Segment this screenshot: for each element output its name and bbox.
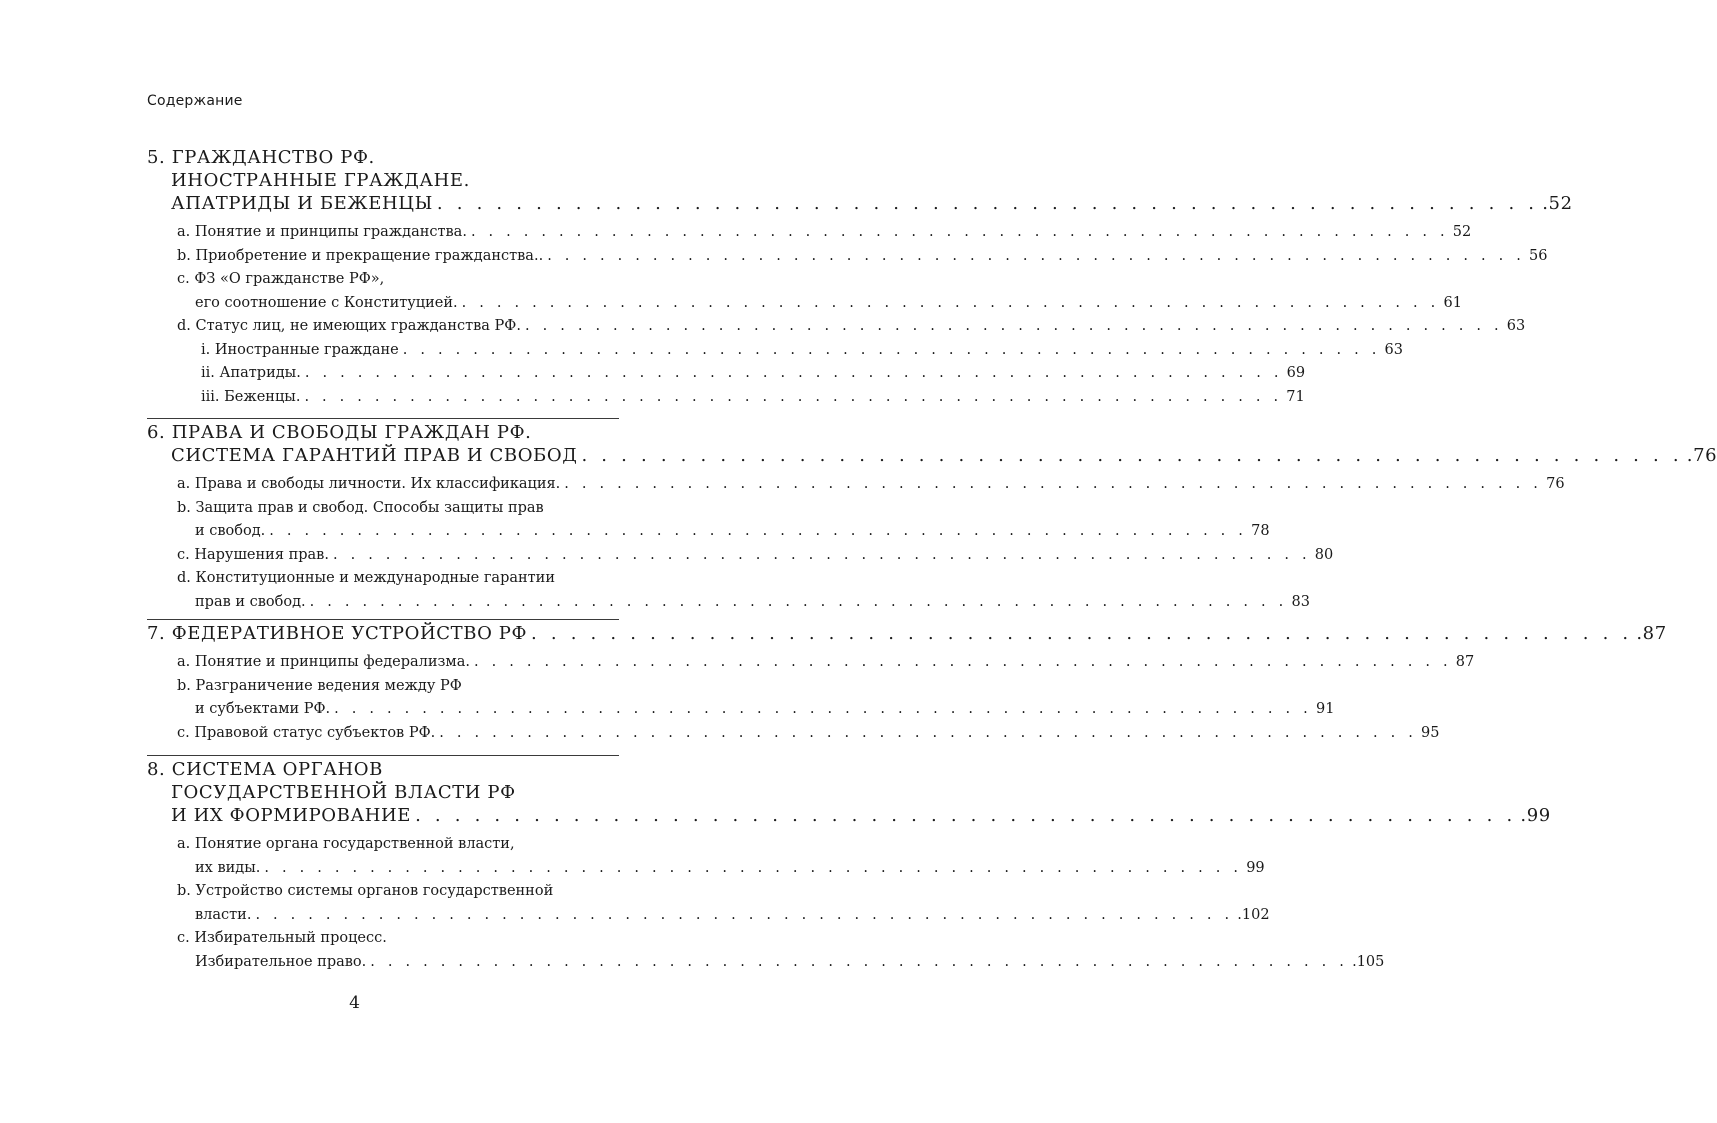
toc-leader-row — [201, 386, 1305, 410]
toc-leader-row — [177, 904, 1270, 928]
toc-leader-row — [177, 315, 1526, 339]
dot-leader: . . . . . . . . . . . . . . . . . . . . . . . . . . . . . . . . . . . . . . . . . . . . . . . . . . . . . . . . — [461, 294, 1440, 311]
toc-leader-row — [201, 362, 1306, 386]
toc-subsubitem — [147, 362, 1306, 386]
section-divider — [147, 418, 619, 419]
dot-leader: . . . . . . . . . . . . . . . . . . . . . . . . . . . . . . . . . . . . . . . . . . . . . . . . . . . . . . . . — [439, 724, 1418, 741]
toc-page-number: .102 — [1237, 906, 1270, 923]
toc-page-number: 52 — [1452, 224, 1472, 240]
dot-leader: . . . . . . . . . . . . . . . . . . . . . . . . . . . . . . . . . . . . . . . . . . . . . . . . . . . . . . . . — [309, 593, 1288, 610]
dot-leader: . . . . . . . . . . . . . . . . . . . . . . . . . . . . . . . . . . . . . . . . . . . . . . . . . . . . . . . . — [370, 953, 1349, 970]
toc-subsubitem — [147, 386, 1305, 410]
toc-section — [147, 758, 1551, 974]
toc-entry-text: его соотношение с Конституцией. — [195, 294, 458, 311]
toc-entry-text: d. Статус лиц, не имеющих гражданства РФ. — [177, 318, 521, 334]
toc-entry-text: и свобод. — [195, 523, 266, 539]
toc-leader-row — [177, 857, 1265, 881]
toc-page-number: 78 — [1251, 523, 1270, 539]
dot-leader: . . . . . . . . . . . . . . . . . . . . . . . . . . . . . . . . . . . . . . . . . . . . . . . . . . . . . . . . — [531, 623, 1633, 644]
toc-entry-text: c. Нарушения прав. — [177, 546, 329, 563]
dot-leader: . . . . . . . . . . . . . . . . . . . . . . . . . . . . . . . . . . . . . . . . . . . . . . . . . . . . . . . . — [473, 654, 1452, 670]
toc-entry-text: СИСТЕМА ГАРАНТИЙ ПРАВ И СВОБОД — [171, 445, 578, 466]
dot-leader: . . . . . . . . . . . . . . . . . . . . . . . . . . . . . . . . . . . . . . . . . . . . . . . . . . . . . . . . — [402, 341, 1381, 358]
toc-page-number: 61 — [1443, 294, 1462, 311]
toc-subitem — [147, 833, 1265, 880]
toc-page-number: 87 — [1455, 654, 1475, 670]
toc-subitem — [147, 268, 1462, 315]
toc-leader-row — [147, 804, 1551, 827]
dot-leader: . . . . . . . . . . . . . . . . . . . . . . . . . . . . . . . . . . . . . . . . . . . . . . . . . . . . . . . . — [470, 224, 1449, 240]
toc-page-number: 71 — [1286, 388, 1305, 405]
toc-section — [147, 421, 1717, 614]
dot-leader: . . . . . . . . . . . . . . . . . . . . . . . . . . . . . . . . . . . . . . . . . . . . . . . . . . . . . . . . — [564, 476, 1543, 492]
toc-entry-line: b. Устройство системы органов государственной — [177, 883, 554, 899]
toc-leader-row — [147, 622, 1667, 645]
toc-entry-line: b. Защита прав и свобод. Способы защиты прав — [177, 499, 544, 516]
toc-page-number: 63 — [1506, 318, 1526, 334]
dot-leader: . . . . . . . . . . . . . . . . . . . . . . . . . . . . . . . . . . . . . . . . . . . . . . . . . . . . . . . . — [269, 523, 1248, 539]
section-heading-line: 8. СИСТЕМА ОРГАНОВ — [147, 759, 383, 780]
dot-leader: . . . . . . . . . . . . . . . . . . . . . . . . . . . . . . . . . . . . . . . . . . . . . . . . . . . . . . . . — [304, 388, 1283, 405]
toc-subitem — [147, 497, 1270, 544]
toc-entry-text: c. Правовой статус субъектов РФ. — [177, 724, 436, 741]
toc-section — [147, 622, 1667, 745]
toc-leader-row — [147, 444, 1717, 467]
toc-section — [147, 146, 1573, 409]
toc-subitem — [147, 315, 1526, 339]
toc-entry-text: АПАТРИДЫ И БЕЖЕНЦЫ — [171, 193, 433, 214]
running-header: Содержание — [147, 93, 243, 109]
toc-entry-text: b. Приобретение и прекращение гражданства.. — [177, 247, 544, 264]
toc-leader-row — [177, 591, 1310, 615]
toc-leader-row — [177, 221, 1472, 245]
toc-entry-text: Избирательное право. — [195, 953, 367, 970]
section-heading-line: ИНОСТРАННЫЕ ГРАЖДАНЕ. — [171, 170, 470, 191]
toc-entry-text: a. Понятие и принципы федерализма. — [177, 654, 470, 670]
toc-entry-text: и субъектами РФ. — [195, 701, 331, 717]
toc-subitem — [147, 651, 1475, 675]
toc-leader-row — [201, 339, 1403, 363]
section-heading-line: 6. ПРАВА И СВОБОДЫ ГРАЖДАН РФ. — [147, 422, 532, 443]
dot-leader: . . . . . . . . . . . . . . . . . . . . . . . . . . . . . . . . . . . . . . . . . . . . . . . . . . . . . . . . — [415, 805, 1517, 826]
toc-page-number: .52 — [1542, 193, 1573, 214]
toc-entry-line: b. Разграничение ведения между РФ — [177, 677, 462, 694]
toc-page-number: 76 — [1546, 476, 1565, 492]
section-heading — [147, 421, 1717, 467]
toc-page-number: 99 — [1246, 859, 1265, 876]
dot-leader: . . . . . . . . . . . . . . . . . . . . . . . . . . . . . . . . . . . . . . . . . . . . . . . . . . . . . . . . — [334, 701, 1312, 717]
toc-entry-line: d. Конституционные и международные гарантии — [177, 570, 556, 586]
section-heading — [147, 146, 1573, 215]
dot-leader: . . . . . . . . . . . . . . . . . . . . . . . . . . . . . . . . . . . . . . . . . . . . . . . . . . . . . . . . — [332, 546, 1311, 563]
toc-page-number: 69 — [1286, 365, 1306, 381]
toc-leader-row — [147, 192, 1573, 215]
toc-entry-text: прав и свобод. — [195, 593, 306, 610]
toc-entry-text: a. Права и свободы личности. Их классификация. — [177, 476, 561, 492]
toc-leader-row — [177, 520, 1270, 544]
section-heading — [147, 622, 1667, 645]
toc-entry-text: iii. Беженцы. — [201, 388, 301, 405]
toc-entry-text: 7. ФЕДЕРАТИВНОЕ УСТРОЙСТВО РФ — [147, 623, 528, 644]
toc-entry-line: c. Избирательный процесс. — [177, 930, 387, 946]
toc-entry-text: И ИХ ФОРМИРОВАНИЕ — [171, 805, 412, 826]
toc-page-number: 80 — [1314, 546, 1334, 563]
toc-page-number: .105 — [1352, 953, 1385, 970]
section-heading-line: ГОСУДАРСТВЕННОЙ ВЛАСТИ РФ — [171, 782, 516, 803]
toc-subitem — [147, 544, 1334, 568]
toc-subitem — [147, 245, 1548, 269]
toc-entry-text: i. Иностранные граждане — [201, 341, 399, 358]
toc-subitem — [147, 880, 1270, 927]
section-divider — [147, 755, 619, 756]
dot-leader: . . . . . . . . . . . . . . . . . . . . . . . . . . . . . . . . . . . . . . . . . . . . . . . . . . . . . . . . — [547, 247, 1526, 264]
toc-page-number: .87 — [1636, 623, 1667, 644]
toc-entry-line: c. ФЗ «О гражданстве РФ», — [177, 271, 385, 287]
toc-leader-row — [177, 722, 1440, 746]
dot-leader: . . . . . . . . . . . . . . . . . . . . . . . . . . . . . . . . . . . . . . . . . . . . . . . . . . . . . . . . — [304, 365, 1283, 381]
toc-page-number: 91 — [1315, 701, 1335, 717]
toc-leader-row — [177, 544, 1334, 568]
toc-entry-text: ii. Апатриды. — [201, 365, 301, 381]
dot-leader: . . . . . . . . . . . . . . . . . . . . . . . . . . . . . . . . . . . . . . . . . . . . . . . . . . . . . . . . — [436, 193, 1539, 214]
toc-page-number: .76 — [1686, 445, 1717, 466]
section-heading-line: 5. ГРАЖДАНСТВО РФ. — [147, 147, 375, 168]
toc-page-number: 63 — [1384, 341, 1403, 358]
toc-page-number: 95 — [1421, 724, 1440, 741]
toc-entry-text: a. Понятие и принципы гражданства. — [177, 224, 467, 240]
toc-subitem — [147, 675, 1335, 722]
toc-subitem — [147, 221, 1472, 245]
dot-leader: . . . . . . . . . . . . . . . . . . . . . . . . . . . . . . . . . . . . . . . . . . . . . . . . . . . . . . . . — [264, 859, 1243, 876]
toc-page-number: 83 — [1291, 593, 1310, 610]
toc-leader-row — [177, 473, 1565, 497]
toc-page-number: 56 — [1529, 247, 1548, 264]
toc-subitem — [147, 473, 1565, 497]
toc-leader-row — [177, 651, 1475, 675]
dot-leader: . . . . . . . . . . . . . . . . . . . . . . . . . . . . . . . . . . . . . . . . . . . . . . . . . . . . . . . . — [524, 318, 1503, 334]
toc-page-number: .99 — [1520, 805, 1551, 826]
toc-subitem — [147, 927, 1385, 974]
toc-subsubitem — [147, 339, 1403, 363]
toc-entry-line: a. Понятие органа государственной власти, — [177, 836, 515, 852]
section-heading — [147, 758, 1551, 827]
toc-subitem — [147, 567, 1310, 614]
dot-leader: . . . . . . . . . . . . . . . . . . . . . . . . . . . . . . . . . . . . . . . . . . . . . . . . . . . . . . . . — [581, 445, 1683, 466]
page-number: 4 — [349, 993, 360, 1013]
dot-leader: . . . . . . . . . . . . . . . . . . . . . . . . . . . . . . . . . . . . . . . . . . . . . . . . . . . . . . . . — [255, 906, 1234, 923]
toc-leader-row — [177, 698, 1335, 722]
toc-leader-row — [177, 951, 1385, 975]
toc-entry-text: власти. — [195, 906, 252, 923]
toc-leader-row — [177, 292, 1462, 316]
toc-subitem — [147, 722, 1440, 746]
toc-leader-row — [177, 245, 1548, 269]
toc-entry-text: их виды. — [195, 859, 261, 876]
section-divider — [147, 619, 619, 620]
